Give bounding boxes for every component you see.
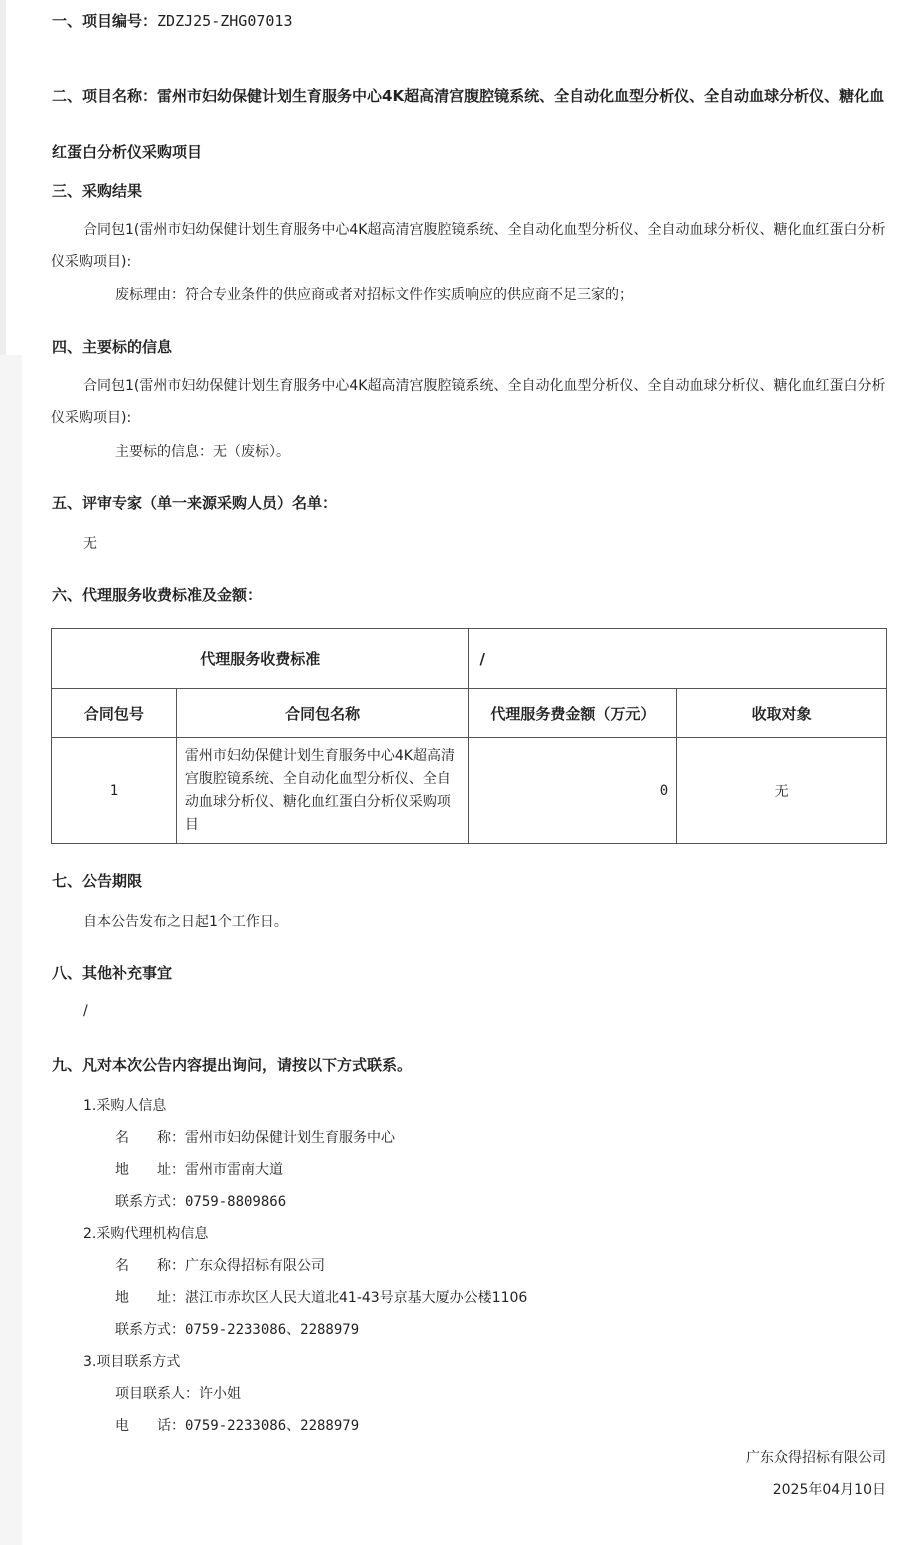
cell-package-no: 1: [52, 738, 177, 844]
project-person: [115, 1383, 241, 1403]
fee-table-header: [52, 689, 887, 738]
project-phone-value: 0759-2233086、2288979: [185, 1418, 360, 1434]
section-heading-result: 三、采购结果: [52, 182, 143, 200]
experts-value: 无: [83, 536, 97, 552]
project-number-label: 一、项目编号：: [52, 12, 158, 30]
buyer-contact-label: 联系方式：: [115, 1194, 185, 1210]
announcement-document: [22, 0, 913, 1545]
left-edge-bar: [0, 0, 6, 355]
agency-contact-value: 0759-2233086、2288979: [185, 1322, 360, 1338]
project-person-value: 许小姐: [199, 1386, 241, 1402]
section-heading-contact: 九、凡对本次公告内容提出询问，请按以下方式联系。: [52, 1056, 413, 1074]
project-phone: [115, 1415, 359, 1435]
section-heading-experts: 五、评审专家（单一来源采购人员）名单：: [52, 494, 338, 512]
result-package: [51, 214, 889, 278]
agency-address: [115, 1287, 527, 1307]
footer-company: 广东众得招标有限公司: [746, 1450, 886, 1466]
fee-standard-label: 代理服务收费标准: [52, 629, 469, 689]
fee-standard-row: [52, 629, 887, 689]
left-edge-shade: [0, 355, 22, 1545]
agency-info-title: 2.采购代理机构信息: [83, 1226, 209, 1242]
fee-table: [51, 628, 887, 844]
agency-contact: [115, 1319, 359, 1339]
col-header-charge-target: 收取对象: [677, 689, 887, 738]
buyer-name-value: 雷州市妇幼保健计划生育服务中心: [185, 1130, 395, 1146]
agency-contact-label: 联系方式：: [115, 1322, 185, 1338]
cell-charge-target: 无: [677, 738, 887, 844]
buyer-info-title: 1.采购人信息: [83, 1098, 167, 1114]
buyer-contact: [115, 1191, 286, 1211]
main-info-value: 主要标的信息：无（废标）。: [115, 444, 290, 460]
section-heading-main-info: 四、主要标的信息: [52, 338, 173, 356]
project-phone-label: 电 话：: [115, 1418, 185, 1434]
buyer-name-label: 名 称：: [115, 1130, 185, 1146]
agency-name-value: 广东众得招标有限公司: [185, 1258, 325, 1274]
cancel-reason: 废标理由：符合专业条件的供应商或者对招标文件作实质响应的供应商不足三家的；: [115, 287, 633, 303]
col-header-package-name: 合同包名称: [176, 689, 469, 738]
table-row: [52, 738, 887, 844]
project-number-value: ZDZJ25-ZHG07013: [157, 12, 293, 30]
section-heading-period: 七、公告期限: [52, 872, 143, 890]
section-heading-fee: 六、代理服务收费标准及金额：: [52, 586, 263, 604]
buyer-address-label: 地 址：: [115, 1162, 185, 1178]
project-contact-title: 3.项目联系方式: [83, 1354, 181, 1370]
agency-name-label: 名 称：: [115, 1258, 185, 1274]
agency-address-value: 湛江市赤坎区人民大道北41-43号京基大厦办公楼1106: [185, 1290, 528, 1306]
fee-standard-value: /: [469, 629, 887, 689]
project-number: [52, 10, 292, 31]
buyer-address-value: 雷州市雷南大道: [185, 1162, 283, 1178]
period-value: 自本公告发布之日起1个工作日。: [83, 914, 288, 930]
agency-address-label: 地 址：: [115, 1290, 185, 1306]
cell-package-name: 雷州市妇幼保健计划生育服务中心4K超高清宫腹腔镜系统、全自动化血型分析仪、全自动血球分析仪、糖化血红蛋白分析仪采购项目: [176, 738, 469, 844]
other-value: /: [83, 1003, 88, 1019]
col-header-package-no: 合同包号: [52, 689, 177, 738]
col-header-fee-amount: 代理服务费金额（万元）: [469, 689, 677, 738]
main-info-package: [51, 370, 889, 434]
agency-name: [115, 1255, 325, 1275]
main-info-package-text: 合同包1(雷州市妇幼保健计划生育服务中心4K超高清宫腹腔镜系统、全自动化血型分析仪、全自动血球分析仪、糖化血红蛋白分析仪采购项目):: [51, 378, 886, 426]
project-name: 二、项目名称：雷州市妇幼保健计划生育服务中心4K超高清宫腹腔镜系统、全自动化血型分析仪、全自动血球分析仪、糖化血红蛋白分析仪采购项目: [52, 87, 885, 161]
buyer-address: [115, 1159, 283, 1179]
section-heading-other: 八、其他补充事宜: [52, 964, 173, 982]
project-person-label: 项目联系人：: [115, 1386, 199, 1402]
buyer-name: [115, 1127, 395, 1147]
result-package-text: 合同包1(雷州市妇幼保健计划生育服务中心4K超高清宫腹腔镜系统、全自动化血型分析仪、全自动血球分析仪、糖化血红蛋白分析仪采购项目):: [51, 222, 886, 270]
cell-fee-amount: 0: [469, 738, 677, 844]
footer-date: 2025年04月10日: [772, 1482, 886, 1498]
buyer-contact-value: 0759-8809866: [185, 1194, 287, 1210]
